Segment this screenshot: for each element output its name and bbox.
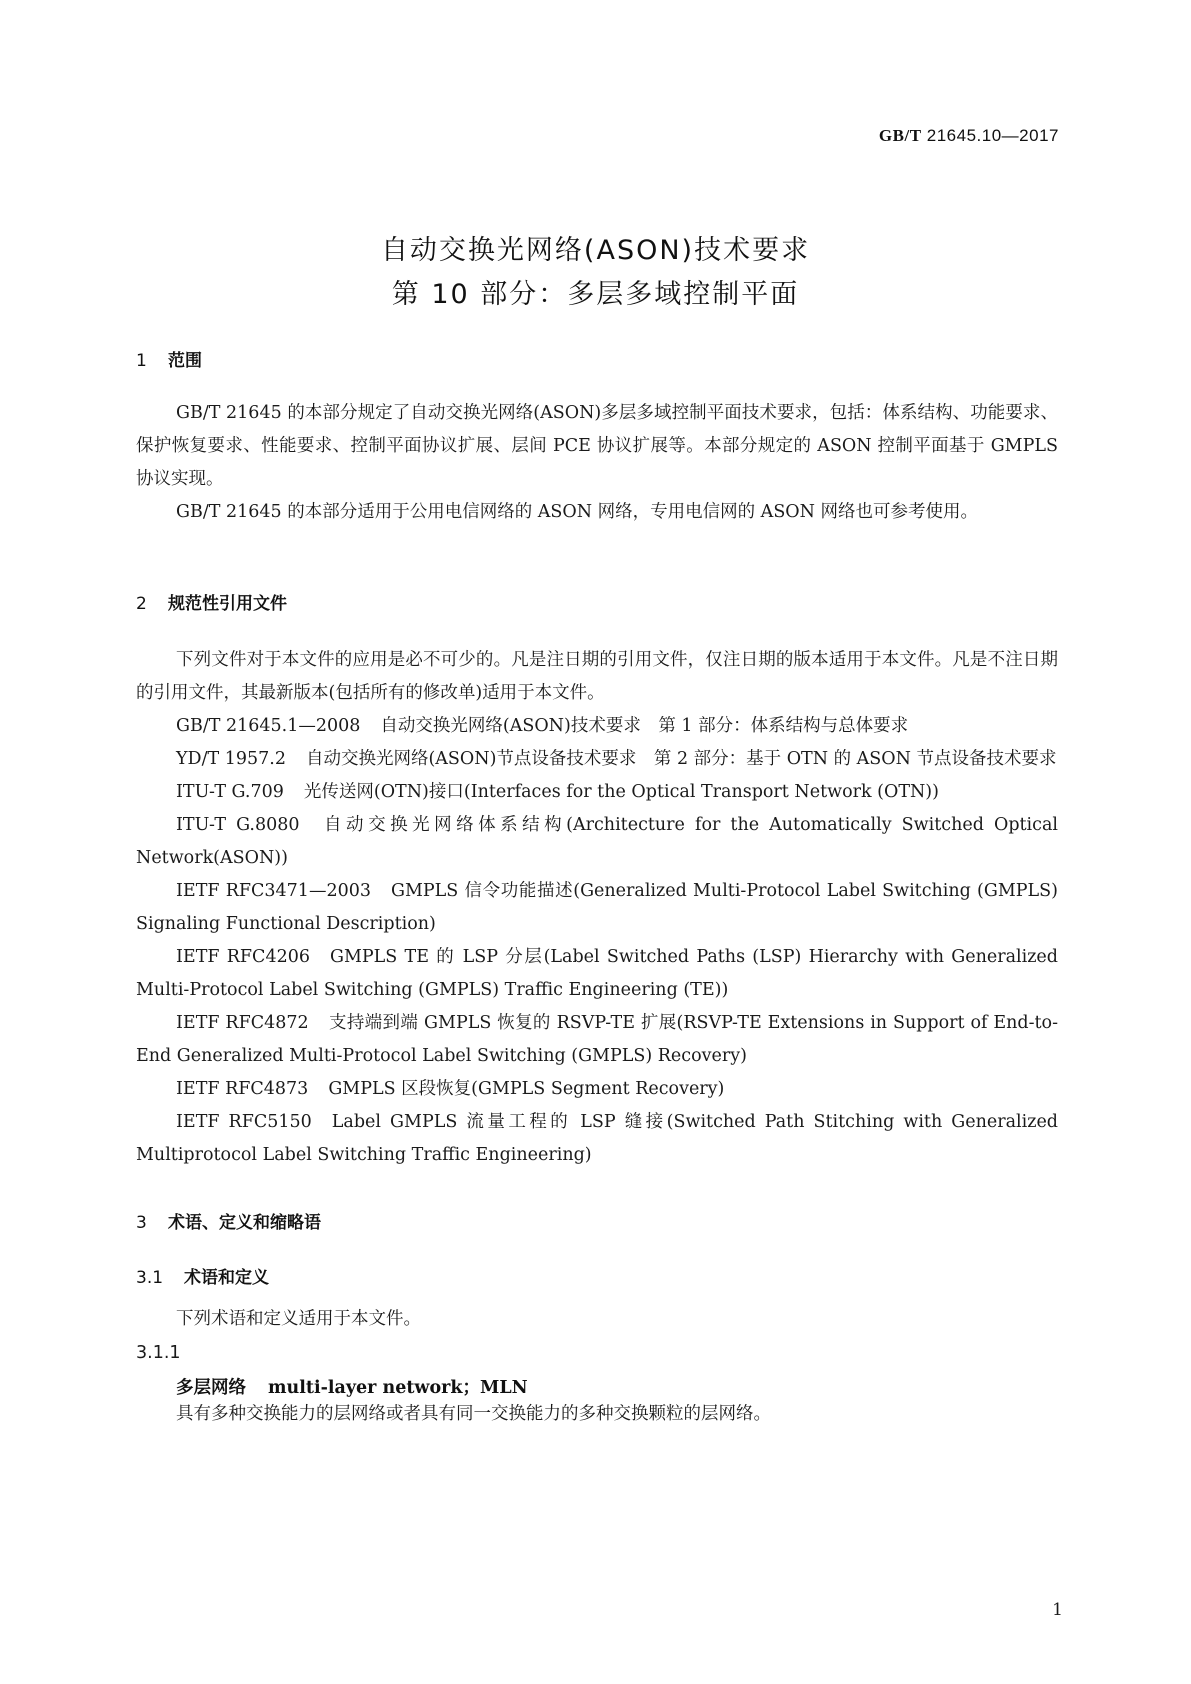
subsection-title: 术语和定义 [184,1268,269,1288]
term-english: multi-layer network；MLN [268,1378,528,1398]
page-number: 1 [1052,1600,1063,1620]
term-number: 3.1.1 [136,1343,181,1363]
reference-item [136,776,1058,809]
subsection-3-1-intro [136,1303,1058,1336]
reference-code: GB/T 21645.1—2008 [176,716,361,736]
standard-code [879,126,1059,146]
reference-code: IETF RFC5150 [176,1112,312,1132]
section-number: 3 [136,1213,147,1233]
section-title: 规范性引用文件 [168,594,287,614]
reference-code: YD/T 1957.2 [176,749,286,769]
reference-code: IETF RFC4206 [176,947,310,967]
reference-item [136,1007,1058,1073]
term-chinese: 多层网络 [176,1378,246,1398]
section-3-heading [136,1208,321,1233]
section-title: 范围 [168,351,202,371]
subsection-3-1-heading [136,1263,269,1288]
paragraph: 下列文件对于本文件的应用是必不可少的。凡是注日期的引用文件，仅注日期的版本适用于本文件。凡是不注日期的引用文件，其最新版本(包括所有的修改单)适用于本文件。 [136,650,1058,703]
reference-title: 自动交换光网络(ASON)技术要求 第 1 部分：体系结构与总体要求 [380,716,909,736]
reference-title: GMPLS TE 的 LSP 分层(Label Switched Paths (LSP) Hierarchy with Generalized Multi-Protocol Label Switching (GMPLS) Traffic Engineering (TE)) [136,947,1058,1000]
reference-title: 自动交换光网络体系结构(Architecture for the Automatically Switched Optical Network(ASON)) [136,815,1058,868]
document-title-line1: 自动交换光网络(ASON)技术要求 [380,235,811,266]
section-1-heading [136,346,202,371]
reference-title: 自动交换光网络(ASON)节点设备技术要求 第 2 部分：基于 OTN 的 ASON 节点设备技术要求 [305,749,1057,769]
reference-code: ITU-T G.709 [176,782,284,802]
reference-item [136,743,1058,776]
term-definition: 具有多种交换能力的层网络或者具有同一交换能力的多种交换颗粒的层网络。 [176,1404,771,1424]
reference-title: 支持端到端 GMPLS 恢复的 RSVP-TE 扩展(RSVP-TE Extensions in Support of End-to-End Generalized Multi-Protocol Label Switching (GMPLS) Recovery) [136,1013,1059,1066]
reference-code: IETF RFC3471—2003 [176,881,371,901]
section-number: 1 [136,351,147,371]
standard-prefix: GB/T [878,126,922,145]
reference-item [136,1106,1058,1172]
section-title: 术语、定义和缩略语 [168,1213,321,1233]
reference-title: GMPLS 信令功能描述(Generalized Multi-Protocol Label Switching (GMPLS) Signaling Functional Description) [136,881,1058,934]
standard-number: 21645.10—2017 [926,126,1059,145]
paragraph: GB/T 21645 的本部分规定了自动交换光网络(ASON)多层多域控制平面技术要求，包括：体系结构、功能要求、保护恢复要求、性能要求、控制平面协议扩展、层间 PCE 协议扩展等。本部分规定的 ASON 控制平面基于 GMPLS 协议实现。 [136,403,1058,489]
reference-title: GMPLS 区段恢复(GMPLS Segment Recovery) [328,1079,725,1099]
subsection-number: 3.1 [136,1268,164,1288]
reference-item [136,875,1058,941]
reference-item [136,941,1058,1007]
section-1-body [136,397,1058,529]
reference-item [136,710,1058,743]
document-title-line2: 第 10 部分：多层多域控制平面 [391,279,800,310]
reference-item [136,809,1058,875]
paragraph: 下列术语和定义适用于本文件。 [176,1309,421,1329]
section-number: 2 [136,594,147,614]
reference-title: 光传送网(OTN)接口(Interfaces for the Optical Transport Network (OTN)) [303,782,939,802]
reference-title: Label GMPLS 流量工程的 LSP 缝接(Switched Path Stitching with Generalized Multiprotocol Label Switching Traffic Engineering) [136,1112,1058,1165]
term-definition-block [136,1398,1058,1431]
reference-code: IETF RFC4873 [176,1079,309,1099]
reference-code: IETF RFC4872 [176,1013,309,1033]
paragraph: GB/T 21645 的本部分适用于公用电信网络的 ASON 网络，专用电信网的 ASON 网络也可参考使用。 [176,502,979,522]
reference-item [136,1073,1058,1106]
term-entry [176,1374,528,1399]
section-2-heading [136,589,287,614]
reference-code: ITU-T G.8080 [176,815,300,835]
section-2-body [136,644,1058,1172]
